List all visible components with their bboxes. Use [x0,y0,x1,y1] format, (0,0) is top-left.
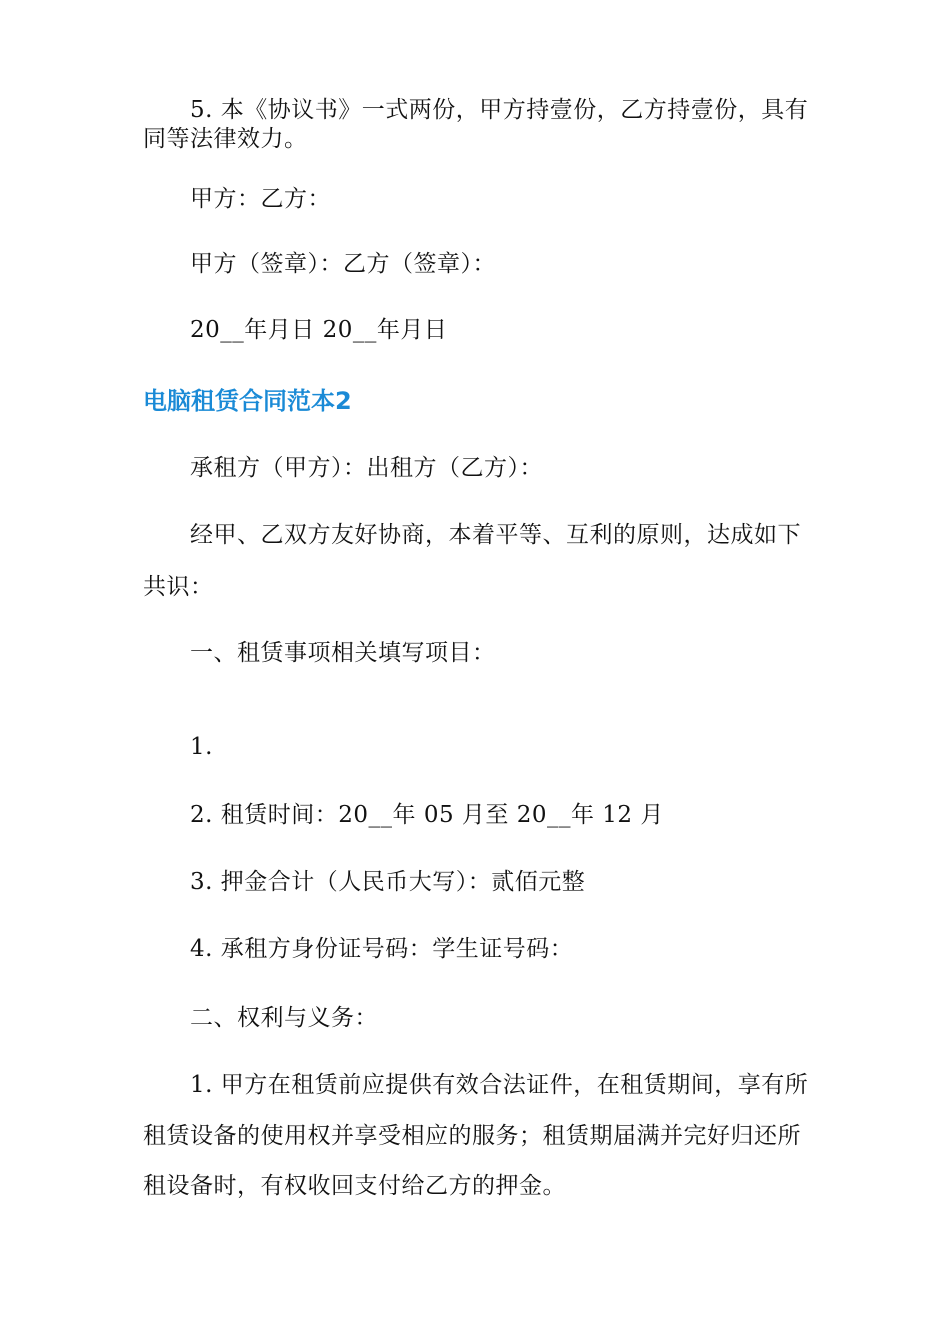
part1-item3: 3. 押金合计（人民币大写）：贰佰元整 [190,869,586,895]
part2-item1-line1: 1. 甲方在租赁前应提供有效合法证件，在租赁期间，享有所 [190,1072,809,1098]
signatures-line: 甲方（签章）：乙方（签章）： [190,251,496,277]
section-title: 电脑租赁合同范本2 [143,387,352,415]
item5-line2: 同等法律效力。 [143,126,308,152]
intro-line2: 共识： [143,574,214,600]
part1-title: 一、租赁事项相关填写项目： [190,640,496,666]
item5-line1: 5. 本《协议书》一式两份，甲方持壹份，乙方持壹份，具有 [190,97,809,123]
lessee-lessor-line: 承租方（甲方）：出租方（乙方）： [190,455,543,481]
part1-item4: 4. 承租方身份证号码：学生证号码： [190,936,574,962]
part2-title: 二、权利与义务： [190,1005,378,1031]
dates-line: 20__年月日 20__年月日 [190,317,448,343]
part2-item1-line3: 租设备时，有权收回支付给乙方的押金。 [143,1173,566,1199]
part2-item1-line2: 租赁设备的使用权并享受相应的服务；租赁期届满并完好归还所 [143,1123,801,1149]
part1-item1: 1. [190,734,213,760]
parties-line: 甲方：乙方： [190,186,331,212]
part1-item2: 2. 租赁时间：20__年 05 月至 20__年 12 月 [190,802,664,828]
intro-line1: 经甲、乙双方友好协商，本着平等、互利的原则，达成如下 [190,522,801,548]
